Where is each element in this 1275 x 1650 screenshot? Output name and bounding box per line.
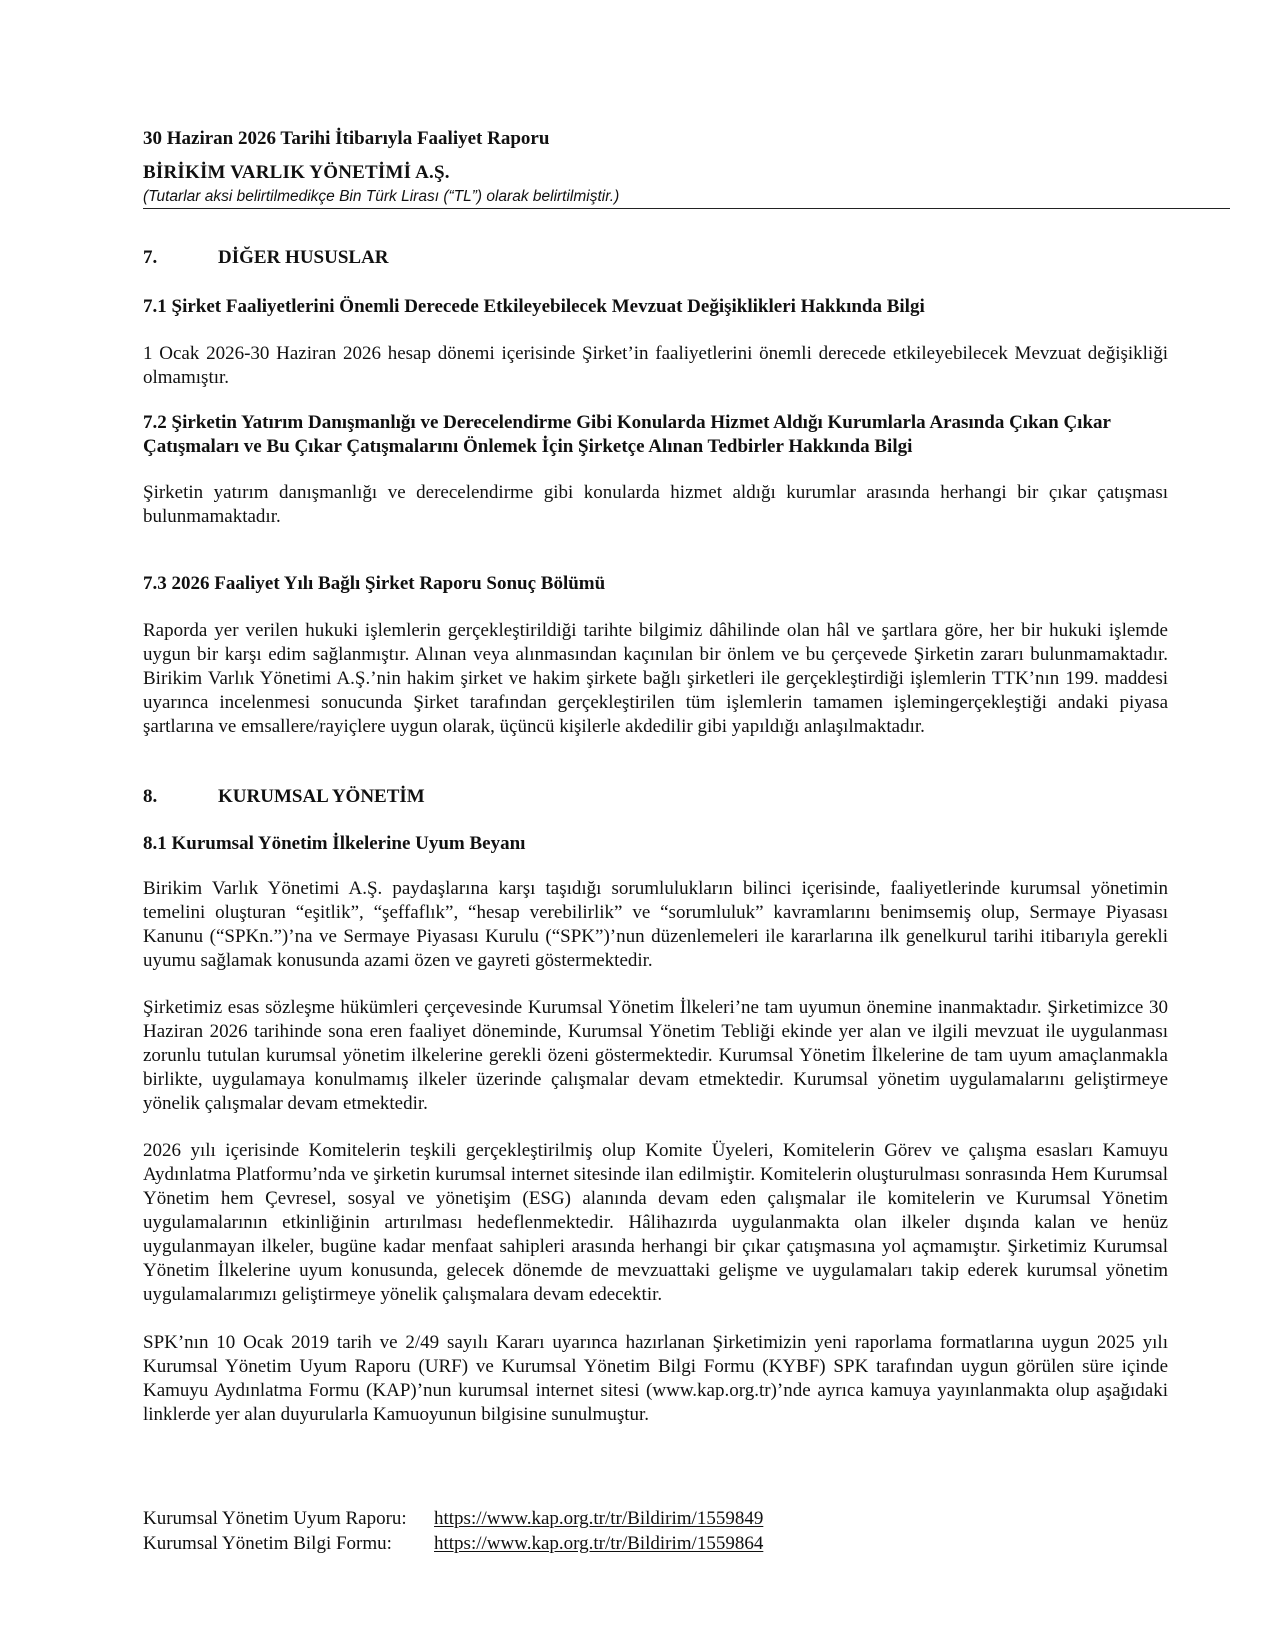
link-label: Kurumsal Yönetim Bilgi Formu: [143, 1533, 392, 1554]
subsection-8-1-heading: 8.1 Kurumsal Yönetim İlkelerine Uyum Beyanı [143, 833, 526, 854]
section-8-heading [143, 786, 425, 808]
company-name: BİRİKİM VARLIK YÖNETİMİ A.Ş. [143, 162, 450, 183]
information-form-link[interactable]: https://www.kap.org.tr/tr/Bildirim/1559864 [434, 1533, 764, 1554]
subsection-7-3-text: Raporda yer verilen hukuki işlemlerin gerçekleştirildiği tarihte bilgimiz dâhilinde olan hâl ve şartlara göre, her bir hukuki işlemde uygun bir karşı edim sağlanmıştır. Alınan veya alınmasından kaçınılan bir önlem ve bu çerçevede Şirketin zararı bulunmamaktadır. Birikim Varlık Yönetimi A.Ş.’nin hakim şirket ve hakim şirkete bağlı şirketleri ile gerçekleştirdiği işlemlerin TTK’nın 199. maddesi uyarınca incelenmesi sonucunda Şirket tarafından gerçekleştirilen tüm işlemlerin tamamen işlemingerçekleştiği andaki piyasa şartlarına ve emsallere/rayiçlere uygun olarak, üçüncü kişilerle akdedilir gibi yapıldığı anlaşılmaktadır. [143, 620, 1168, 737]
report-title: 30 Haziran 2026 Tarihi İtibarıyla Faaliyet Raporu [143, 128, 550, 149]
section-title: KURUMSAL YÖNETİM [218, 786, 425, 807]
compliance-report-link[interactable]: https://www.kap.org.tr/tr/Bildirim/1559849 [434, 1508, 764, 1529]
link-row [143, 1531, 763, 1556]
subsection-7-2-text: Şirketin yatırım danışmanlığı ve derecelendirme gibi konularda hizmet aldığı kurumlar arasında herhangi bir çıkar çatışması bulunmamaktadır. [143, 482, 1168, 527]
section-number: 8. [143, 786, 158, 807]
subsection-8-1-paragraph-4: SPK’nın 10 Ocak 2019 tarih ve 2/49 sayılı Kararı uyarınca hazırlanan Şirketimizin yeni raporlama formatlarına uygun 2025 yılı Kurumsal Yönetim Uyum Raporu (URF) ve Kurumsal Yönetim Bilgi Formu (KYBF) SPK tarafından uygun görülen süre içinde Kamuyu Aydınlatma Formu (KAP)’nun kurumsal internet sitesi (www.kap.org.tr)’nde ayrıca kamuya yayınlanmakta olup aşağıdaki linklerde yer alan duyurularla Kamuoyunun bilgisine sunulmuştur. [143, 1332, 1168, 1425]
subsection-8-1-paragraph-1: Birikim Varlık Yönetimi A.Ş. paydaşlarına karşı taşıdığı sorumlulukların bilinci içerisinde, faaliyetlerinde kurumsal yönetimin temelini oluşturan “eşitlik”, “şeffaflık”, “hesap verebilirlik” ve “sorumluluk” kavramlarını benimsemiş olup, Sermaye Piyasası Kanunu (“SPKn.”)’na ve Sermaye Piyasası Kurulu (“SPK”)’nun düzenlemeleri ile kararlarına ilk genelkurul tarihi itibarıyla gerekli uyumu sağlamak konusunda azami özen ve gayreti göstermektedir. [143, 878, 1168, 971]
link-label: Kurumsal Yönetim Uyum Raporu: [143, 1508, 407, 1529]
subsection-8-1-paragraph-3: 2026 yılı içerisinde Komitelerin teşkili gerçekleştirilmiş olup Komite Üyeleri, Komitelerin Görev ve çalışma esasları Kamuyu Aydınlatma Platformu’nda ve şirketin kurumsal internet sitesinde ilan edilmiştir. Komitelerin oluşturulması sonrasında Hem Kurumsal Yönetim hem Çevresel, sosyal ve yönetişim (ESG) alanında devam eden çalışmalar ile komitelerin ve Kurumsal Yönetim uygulamalarının etkinliğinin artırılması hedeflenmektedir. Hâlihazırda uygulanmakta olan ilkeler dışında kalan ve henüz uygulanmayan ilkeler, bugüne kadar menfaat sahipleri arasında herhangi bir çıkar çatışmasına yol açmamıştır. Şirketimiz Kurumsal Yönetim İlkelerine uyum konusunda, gelecek dönemde de mevzuattaki gelişme ve uygulamaları takip ederek kurumsal yönetim uygulamalarımızı geliştirmeye yönelik çalışmalara devam edecektir. [143, 1140, 1168, 1305]
subsection-8-1-paragraph-2: Şirketimiz esas sözleşme hükümleri çerçevesinde Kurumsal Yönetim İlkeleri’ne tam uyumun önemine inanmaktadır. Şirketimizce 30 Haziran 2026 tarihinde sona eren faaliyet döneminde, Kurumsal Yönetim Tebliği ekinde yer alan ve ilgili mevzuat ile uygulanması zorunlu tutulan kurumsal yönetim ilkelerine gerekli özeni göstermektedir. Kurumsal Yönetim İlkelerine de tam uyum amaçlanmakla birlikte, uygulamaya konulmamış ilkeler üzerinde çalışmalar devam etmektedir. Kurumsal yönetim uygulamalarını geliştirmeye yönelik çalışmalar devam etmektedir. [143, 997, 1168, 1114]
subsection-7-1-heading: 7.1 Şirket Faaliyetlerini Önemli Derecede Etkileyebilecek Mevzuat Değişiklikleri Hakkında Bilgi [143, 296, 925, 317]
section-title: DİĞER HUSUSLAR [218, 247, 389, 268]
subsection-7-3-heading: 7.3 2026 Faaliyet Yılı Bağlı Şirket Raporu Sonuç Bölümü [143, 573, 606, 594]
link-row [143, 1506, 763, 1531]
subsection-7-1-text: 1 Ocak 2026-30 Haziran 2026 hesap dönemi içerisinde Şirket’in faaliyetlerini önemli derecede etkileyebilecek Mevzuat değişikliği olmamıştır. [143, 343, 1168, 388]
report-links [143, 1506, 763, 1556]
currency-note: (Tutarlar aksi belirtilmedikçe Bin Türk Lirası (“TL”) olarak belirtilmiştir.) [143, 188, 620, 205]
subsection-7-2-heading: 7.2 Şirketin Yatırım Danışmanlığı ve Derecelendirme Gibi Konularda Hizmet Aldığı Kurumlarla Arasında Çıkan Çıkar Çatışmaları ve Bu Çıkar Çatışmalarını Önlemek İçin Şirketçe Alınan Tedbirler Hakkında Bilgi [143, 412, 1111, 457]
section-number: 7. [143, 247, 158, 268]
section-7-heading [143, 247, 389, 269]
header-divider [143, 208, 1230, 209]
